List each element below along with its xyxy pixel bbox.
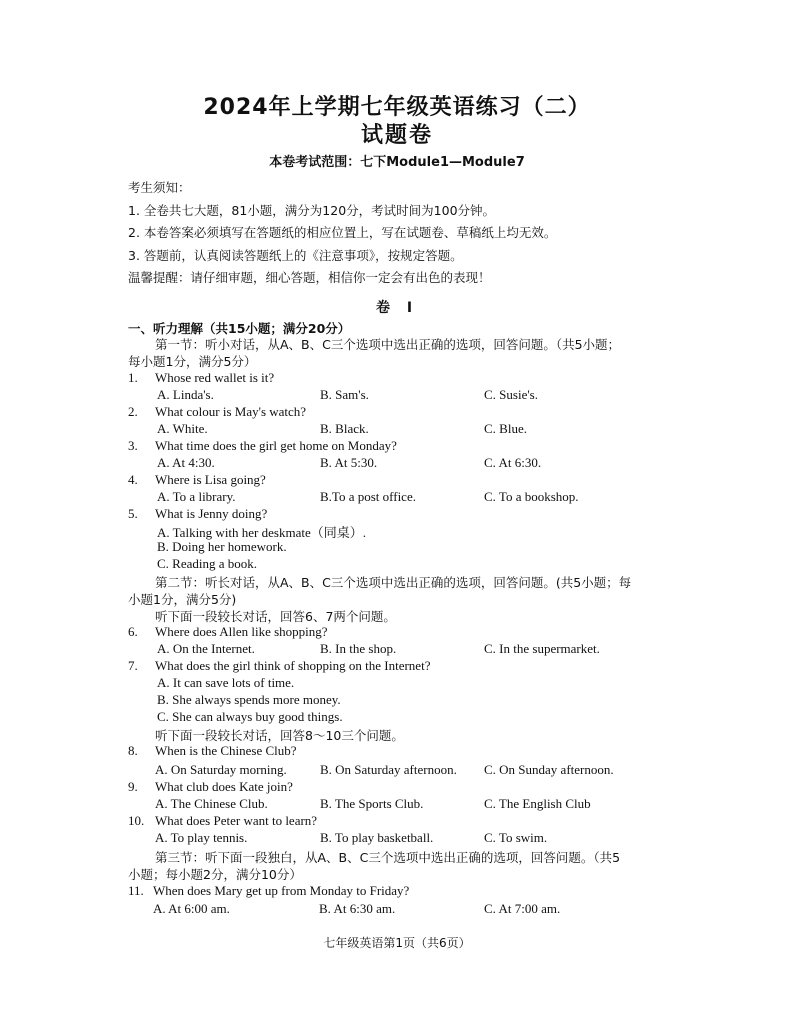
question-number: 6. [128, 624, 138, 639]
notice-item: 3. 答题前，认真阅读答题纸上的《注意事项》，按规定答题。 [128, 248, 463, 263]
notice-item: 2. 本卷答案必须填写在答题纸的相应位置上，写在试题卷、草稿纸上均无效。 [128, 225, 557, 240]
option-b: B. Doing her homework. [157, 539, 287, 554]
question-number: 1. [128, 370, 138, 385]
part-instruction: 第一节：听小对话，从A、B、C三个选项中选出正确的选项，回答问题。（共5小题； [155, 337, 621, 352]
option-a: A. On the Internet. [157, 641, 255, 656]
part-instruction: 小题1分，满分5分) [128, 592, 237, 607]
question-text: What is Jenny doing? [155, 506, 268, 521]
question-number: 2. [128, 404, 138, 419]
option-c: C. To swim. [484, 830, 548, 845]
exam-title: 2024年上学期七年级英语练习（二） [203, 95, 591, 120]
question-text: When is the Chinese Club? [155, 743, 297, 758]
option-b: B. She always spends more money. [157, 692, 341, 707]
question-number: 10. [128, 813, 145, 828]
option-c: C. At 7:00 am. [484, 901, 561, 916]
question-number: 3. [128, 438, 138, 453]
question-number: 9. [128, 779, 138, 794]
question-number: 8. [128, 743, 138, 758]
option-b: B.To a post office. [320, 489, 416, 504]
question-number: 5. [128, 506, 138, 521]
dialogue-note: 听下面一段较长对话，回答8～10三个问题。 [155, 728, 404, 743]
option-c: C. Blue. [484, 421, 527, 436]
option-b: B. On Saturday afternoon. [320, 762, 457, 777]
option-c: C. Susie's. [484, 387, 538, 402]
question-text: Whose red wallet is it? [155, 370, 275, 385]
option-c: C. The English Club [484, 796, 591, 811]
question-text: What does the girl think of shopping on the Internet? [155, 658, 431, 673]
question-text: What does Peter want to learn? [155, 813, 318, 828]
dialogue-note: 听下面一段较长对话，回答6、7两个问题。 [155, 609, 396, 624]
question-text: What club does Kate join? [155, 779, 293, 794]
question-text: What colour is May's watch? [155, 404, 307, 419]
exam-scope: 本卷考试范围：七下Module1—Module7 [269, 155, 525, 170]
notice-item: 1. 全卷共七大题，81小题，满分为120分，考试时间为100分钟。 [128, 203, 496, 218]
part-instruction: 小题；每小题2分，满分10分） [128, 867, 302, 882]
option-a: A. To play tennis. [155, 830, 248, 845]
question-text: What time does the girl get home on Monday? [155, 438, 397, 453]
question-text: When does Mary get up from Monday to Friday? [153, 883, 410, 898]
part-instruction: 第二节：听长对话，从A、B、C三个选项中选出正确的选项，回答问题。(共5小题；每 [155, 575, 632, 590]
option-b: B. To play basketball. [320, 830, 434, 845]
option-c: C. On Sunday afternoon. [484, 762, 614, 777]
page-footer: 七年级英语第1页（共6页） [323, 936, 471, 950]
option-b: B. At 6:30 am. [319, 901, 396, 916]
option-a: A. It can save lots of time. [157, 675, 295, 690]
question-text: Where is Lisa going? [155, 472, 266, 487]
exam-subtitle: 试题卷 [360, 123, 433, 148]
volume-label: 卷 I [375, 300, 419, 316]
option-b: B. The Sports Club. [320, 796, 424, 811]
question-number: 4. [128, 472, 138, 487]
option-c: C. At 6:30. [484, 455, 542, 470]
option-a: A. To a library. [157, 489, 236, 504]
option-c: C. She can always buy good things. [157, 709, 343, 724]
option-a: A. White. [157, 421, 208, 436]
part-instruction: 第三节：听下面一段独白，从A、B、C三个选项中选出正确的选项，回答问题。（共5 [155, 850, 621, 865]
option-b: B. At 5:30. [320, 455, 378, 470]
option-b: B. In the shop. [320, 641, 397, 656]
option-a: A. At 6:00 am. [153, 901, 230, 916]
notice-heading: 考生须知： [128, 180, 191, 195]
option-c: C. In the supermarket. [484, 641, 600, 656]
question-number: 7. [128, 658, 138, 673]
option-b: B. Sam's. [320, 387, 369, 402]
question-text: Where does Allen like shopping? [155, 624, 328, 639]
option-a: A. Talking with her deskmate（同桌）. [157, 525, 366, 540]
section-title: 一、听力理解（共15小题；满分20分） [128, 321, 351, 336]
option-a: A. The Chinese Club. [155, 796, 268, 811]
notice-tip: 温馨提醒：请仔细审题，细心答题，相信你一定会有出色的表现！ [128, 270, 491, 285]
option-a: A. On Saturday morning. [155, 762, 287, 777]
option-b: B. Black. [320, 421, 369, 436]
part-instruction: 每小题1分，满分5分） [128, 354, 257, 369]
option-a: A. At 4:30. [157, 455, 215, 470]
question-number: 11. [128, 883, 144, 898]
option-a: A. Linda's. [157, 387, 214, 402]
option-c: C. To a bookshop. [484, 489, 579, 504]
option-c: C. Reading a book. [157, 556, 258, 571]
